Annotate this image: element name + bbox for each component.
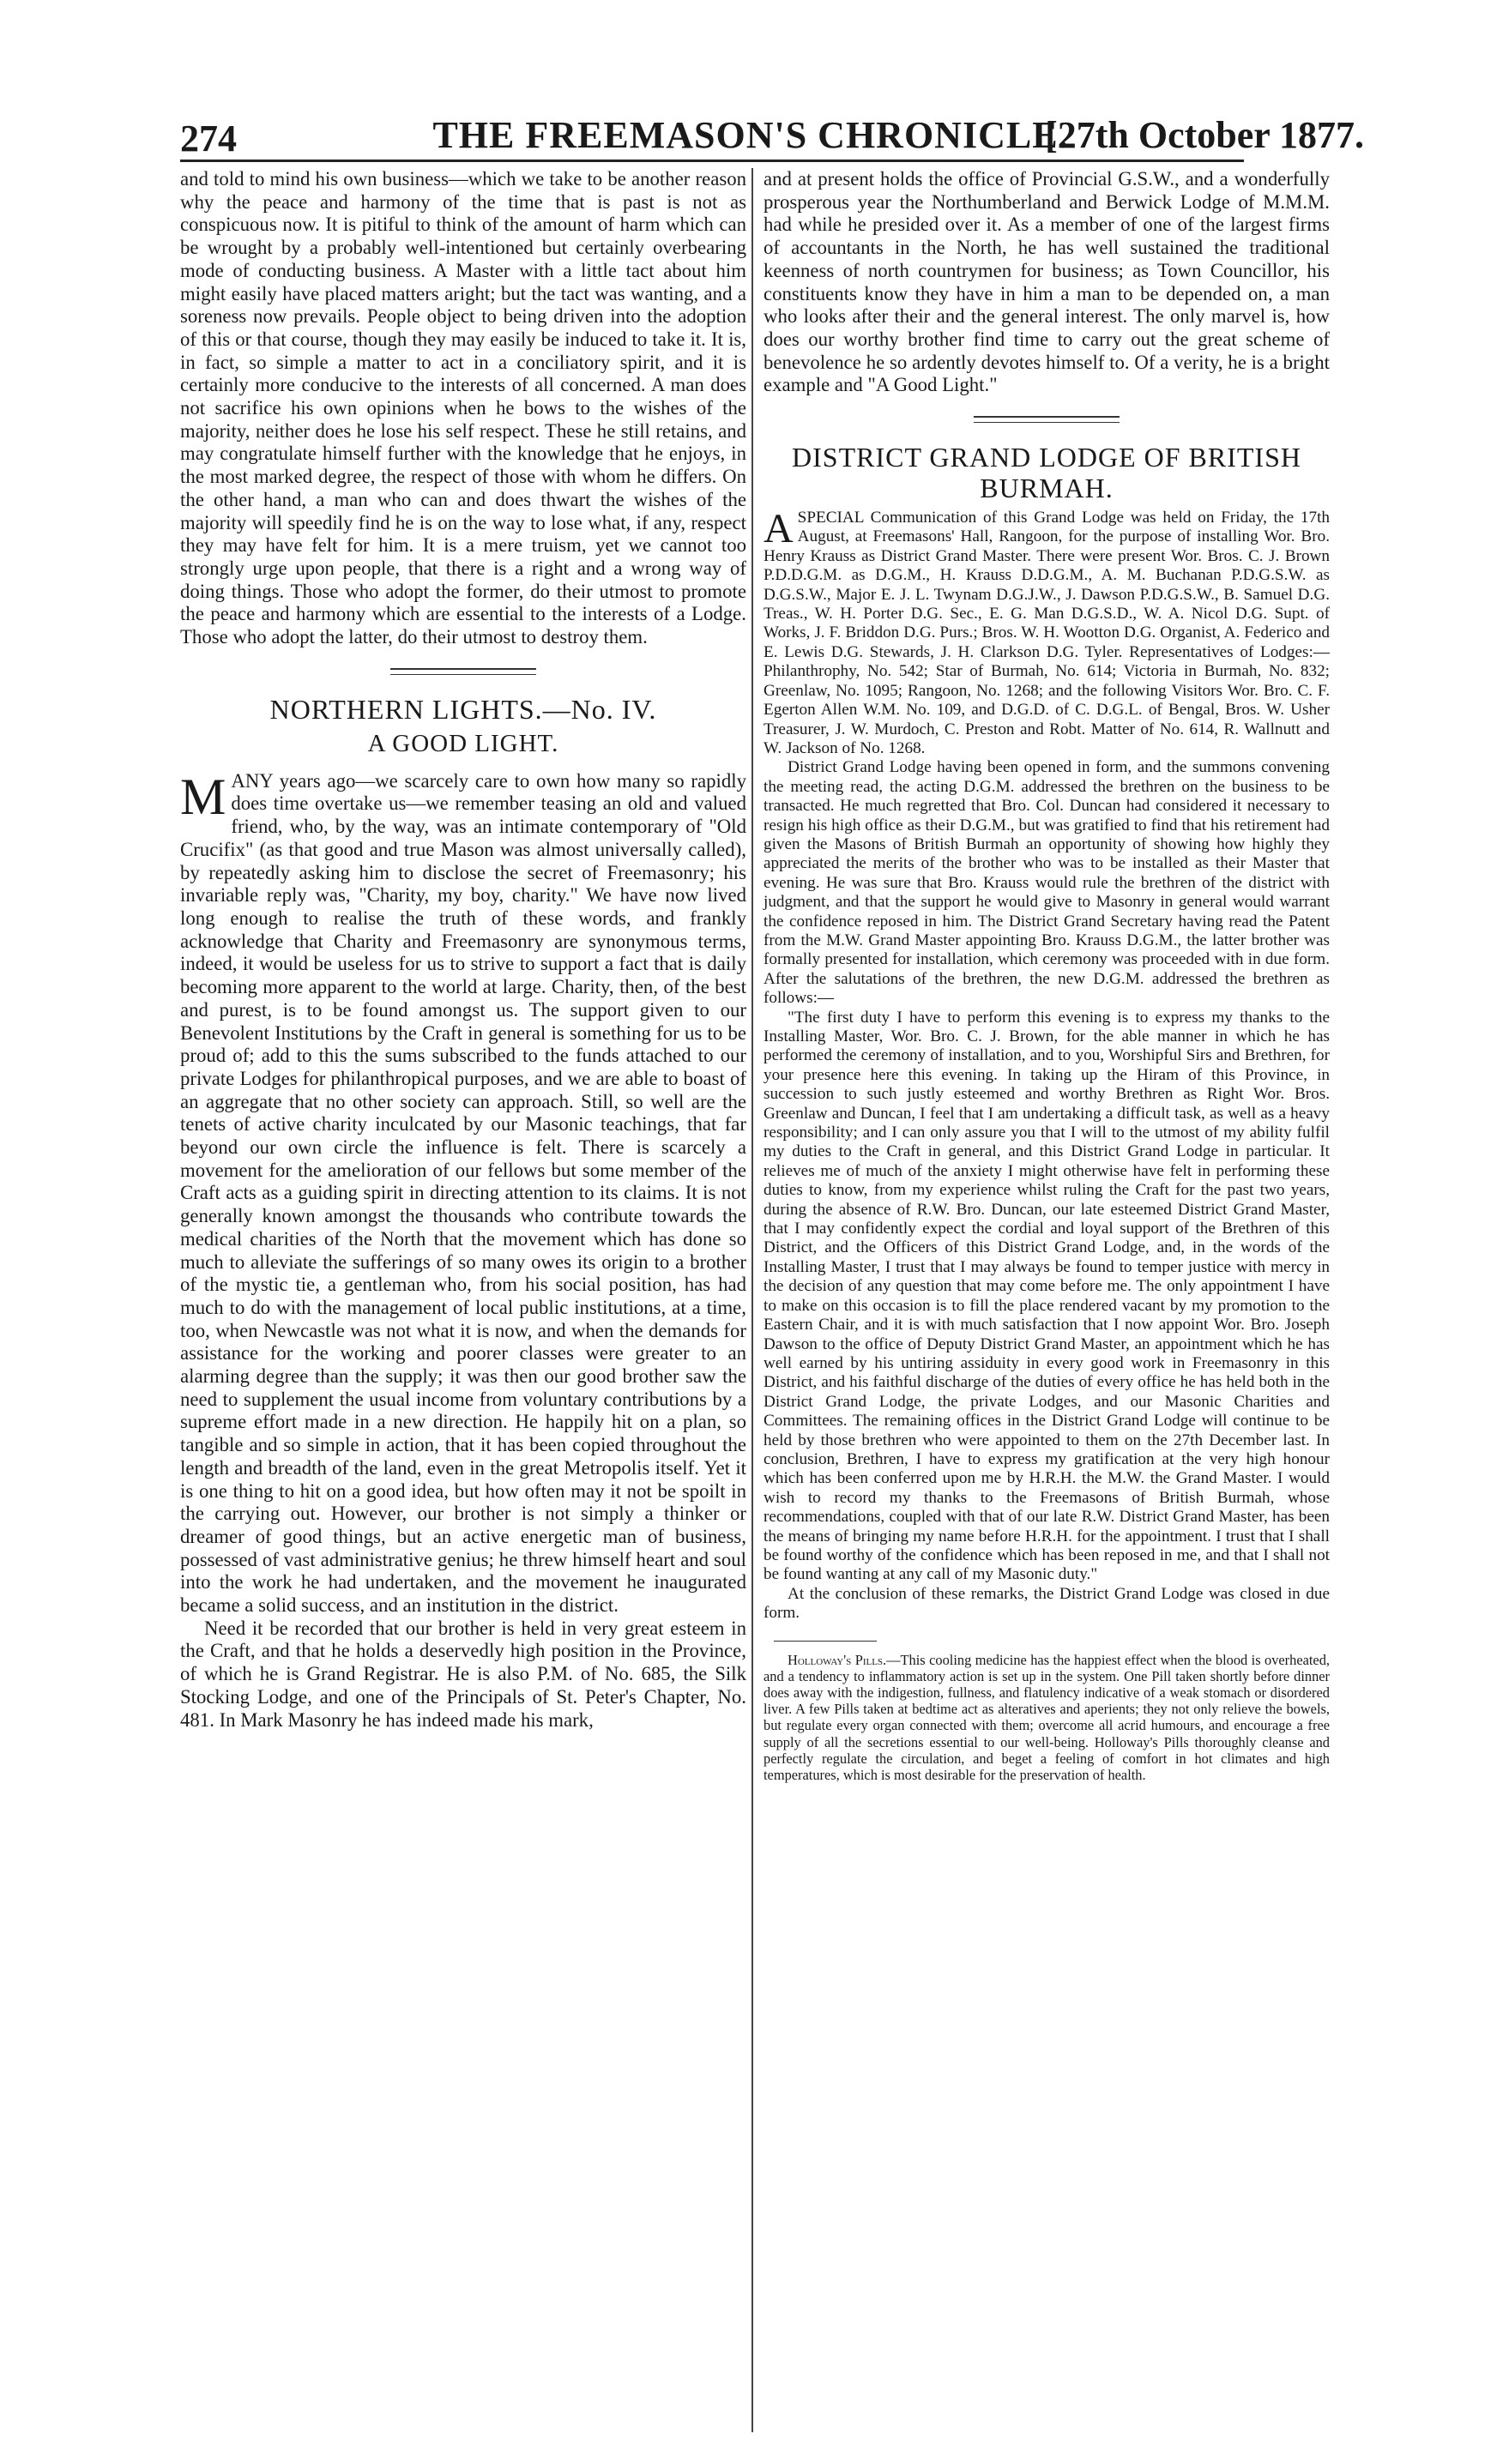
left-intro-paragraph: and told to mind his own business—which we take to be another reason why the peace and harmony of the time that is past is not as conspicuous now. It is pitiful to think of the amount of harm which can be wrought by a probably well-intentioned but certainly overbearing mode of conducting business. A Master with a little tact about him might easily have placed matters aright; but the tact was wanting, and a soreness now prevails. People object to being driven into the adoption of this or that course, though they may easily be induced to take it. It is, in fact, so simple a matter to act in a conciliatory spirit, and it is certainly more conducive to the interests of all concerned. A man does not sacrifice his own opinions when he bows to the wishes of the majority, neither does he lose his self respect. These he still retains, and may congratulate himself further with the knowledge that he enjoys, in the most marked degree, the respect of those with whom he differs. On the other hand, a man who can and does thwart the wishes of the majority will speedily find he is on the way to lose what, if any, respect they may have felt for him. It is a mere truism, yet we cannot too strongly urge upon people, that there is a right and a wrong way of doing things. Those who adopt the former, do their utmost to promote the peace and harmony which are essential to the interests of a Lodge. Those who adopt the latter, do their utmost to destroy them.: [180, 168, 746, 648]
section-rule: [974, 416, 1120, 418]
page-number: 274: [180, 117, 237, 160]
article-title-burmah: DISTRICT GRAND LODGE OF BRITISH BURMAH.: [792, 442, 1301, 504]
drop-cap: A: [764, 506, 794, 552]
advert-text: —This cooling medicine has the happiest effect when the blood is overheated, and a tendency to inflammatory action is set up in the system. One Pill taken shortly before dinner does away with the indigestion, fullness, and flatulency indicative of a weak stomach or disordered liver. A few Pills taken at bedtime act as alteratives and aperients; they not only relieve the bowels, but regulate every organ connected with them; overcome all acrid humours, and encourage a free supply of all the secretions essential to our well-being. Holloway's Pills thoroughly cleanse and perfectly regulate the circulation, and beget a feeling of comfort in hot climates and high temperatures, which is most desirable for the preservation of health.: [764, 1651, 1330, 1784]
burmah-paragraph-1: ASPECIAL Communication of this Grand Lodge was held on Friday, the 17th August, at Freemasons' Hall, Rangoon, for the purpose of installing Wor. Bro. Henry Krauss as District Grand Master. There were present Wor. Bros. C. J. Brown P.D.D.G.M. as D.G.M., H. Krauss D.D.G.M., A. M. Buchanan P.D.G.S.W. as D.G.S.W., Major E. J. L. Twynam D.G.J.W., J. Dawson P.D.G.S.W., B. Samuel D.G. Treas., W. H. Porter D.G. Sec., E. G. Man D.G.S.D., W. A. Nicol D.G. Supt. of Works, J. F. Briddon D.G. Purs.; Bros. W. H. Wootton D.G. Organist, A. Federico and E. Lewis D.G. Stewards, J. H. Clarkson D.G. Tyler. Representatives of Lodges:—Philanthrophy, No. 542; Star of Burmah, No. 614; Victoria in Burmah, No. 832; Greenlaw, No. 1095; Rangoon, No. 1268; and the following Visitors Wor. Bro. C. F. Egerton Allen W.M. No. 109, and D.G.D. of C. D.G.L. of Bengal, Bros. W. Usher Treasurer, J. W. Murdoch, C. Preston and Robt. Matter of No. 614, R. Wallnutt and W. Jackson of No. 1268.: [764, 506, 1330, 757]
northern-lights-paragraph-2: Need it be recorded that our brother is held in very great esteem in the Craft, and that he holds a deservedly high position in the Province, of which he is Grand Registrar. He is also P.M. of No. 685, the Silk Stocking Lodge, and one of the Principals of St. Peter's Chapter, No. 481. In Mark Masonry he has indeed made his mark,: [180, 1617, 746, 1731]
drop-cap: M: [180, 768, 226, 825]
holloway-advert: [764, 1652, 1330, 1784]
article-subtitle-good-light: A GOOD LIGHT.: [367, 729, 559, 757]
northern-lights-paragraph-1: MANY years ago—we scarcely care to own how many so rapidly does time overtake us—we remember teasing an old and valued friend, who, by the way, was an intimate contemporary of "Old Crucifix" (as that good and true Mason was almost universally called), by repeatedly asking him to disclose the secret of Freemasonry; his invariable reply was, "Charity, my boy, charity." We have now lived long enough to realise the truth of these words, and frankly acknowledge that Charity and Freemasonry are synonymous terms, indeed, it would be useless for us to strive to support a fact that is daily becoming more apparent to the world at large. Charity, then, of the best and purest, is to be found amongst us. The support given to our Benevolent Institutions by the Craft in general is something for us to be proud of; add to this the sums subscribed to the funds attached to our private Lodges for philanthropical purposes, and we are able to boast of an aggregate that no other society can approach. Still, so well are the tenets of active charity inculcated by our Masonic teachings, that far beyond our own circle the influence is felt. There is scarcely a movement for the amelioration of our fellows but some member of the Craft acts as a guiding spirit in directing attention to its claims. It is not generally known amongst the thousands who contribute towards the medical charities of the North that the movement which has done so much to alleviate the sufferings of so many owes its origin to a brother of the mystic tie, a gentleman who, from his social position, has had much to do with the management of local public institutions, at a time, too, when Newcastle was not what it is now, and when the demands for assistance for the working and poorer classes were greater to an alarming degree than the supply; it was then our good brother saw the need to supplement the usual income from voluntary contributions by a supreme effort made in a new direction. He happily hit on a plan, so tangible and so simple in action, that it has been copied throughout the length and breadth of the land, even in the great Metropolis itself. Yet it is one thing to hit on a good idea, but how often may it not be spoilt in the carrying out. However, our brother is not simply a thinker or dreamer of good things, but an active energetic man of business, possessed of vast administrative genius; he threw himself heart and soul into the work he had undertaken, and the movement he inaugurated became a solid success, and an institution in the district.: [180, 768, 746, 1617]
section-rule: [390, 668, 536, 670]
article-title-northern-lights: NORTHERN LIGHTS.—No. IV.: [269, 693, 657, 725]
advert-rule: [774, 1641, 877, 1642]
burmah-closing: At the conclusion of these remarks, the District Grand Lodge was closed in due form.: [764, 1584, 1330, 1623]
issue-date: [27th October 1877.: [1045, 114, 1364, 156]
column-divider: [751, 168, 753, 2432]
header-rule: [180, 160, 1244, 162]
burmah-speech: "The first duty I have to perform this evening is to express my thanks to the Installing Master, Wor. Bro. C. J. Brown, for the able manner in which he has performed the ceremony of installation, and to you, Worshipful Sirs and Brethren, for your presence here this evening. In taking up the Hiram of this Province, in succession to such justly esteemed and worthy Brethren as Right Wor. Bros. Greenlaw and Duncan, I feel that I am undertaking a difficult task, as well as a heavy responsibility; and I can only assure you that I will to the utmost of my ability fulfil my duties to the Craft in general, and this District Grand Lodge in particular. It relieves me of much of the anxiety I might otherwise have felt in performing these duties to know, from my experience whilst ruling the Craft for the past two years, during the absence of R.W. Bro. Duncan, our late esteemed District Grand Master, that I may confidently expect the cordial and loyal support of the Brethren of this District, and the Officers of this District Grand Lodge, and, in the words of the Installing Master, I trust that I may always be found to temper justice with mercy in the decision of any question that may come before me. The only appointment I have to make on this occasion is to fill the place rendered vacant by my promotion to the Eastern Chair, and it is with much satisfaction that I now appoint Wor. Bro. Joseph Dawson to the office of Deputy District Grand Master, an appointment which he has well earned by his untiring assiduity in every good work in Freemasonry in this District, and his faithful discharge of the duties of every office he has held both in the District Grand Lodge, the private Lodges, and our Masonic Charities and Committees. The remaining offices in the District Grand Lodge will continue to be held by those brethren who were appointed to them on the 27th December last. In conclusion, Brethren, I have to express my gratification at the very high honour which has been conferred upon me by H.R.H. the M.W. the Grand Master. I would wish to record my thanks to the Freemasons of British Burmah, whose recommendations, coupled with that of our late R.W. District Grand Master, has been the means of bringing my name before H.R.H. for the appointment. I trust that I shall be found worthy of the confidence which has been reposed in me, and that I shall not be found wanting at any call of my Masonic duty.": [764, 1008, 1330, 1584]
burmah-paragraph-2: District Grand Lodge having been opened in form, and the summons convening the meeting read, the acting D.G.M. addressed the brethren on the business to be transacted. He much regretted that Bro. Col. Duncan had considered it necessary to resign his high office as their D.G.M., but was gratified to find that his retirement had given the Masons of British Burmah an opportunity of showing how highly they appreciated the merits of the brother who was to be installed as their Master that evening. He was sure that Bro. Krauss would rule the brethren of the district with judgment, and that the support he would give to Masonry in general would warrant the confidence reposed in him. The District Grand Secretary having read the Patent from the M.W. Grand Master appointing Bro. Krauss D.G.M., the latter brother was formally presented for installation, which ceremony was proceeded with in due form. After the salutations of the brethren, the new D.G.M. addressed the brethren as follows:—: [764, 758, 1330, 1008]
left-column: [180, 168, 746, 1732]
masthead: [129, 101, 1373, 161]
advert-lead: Holloway's Pills.: [788, 1651, 887, 1668]
publication-title: THE FREEMASON'S CHRONICLE.: [432, 114, 1069, 156]
burmah-article-body: [764, 506, 1330, 1624]
right-continuation-paragraph: and at present holds the office of Provincial G.S.W., and a wonderfully prosperous year the Northumberland and Berwick Lodge of M.M.M. had while he presided over it. As a member of one of the largest firms of accountants in the North, he has well sustained the traditional keenness of north countrymen for business; as Town Councillor, his constituents know they have in him a man to be depended on, a man who looks after their and the general interest. The only marvel is, how does our worthy brother find time to carry out the great scheme of benevolence he so ardently devotes himself to. Of a verity, he is a bright example and "A Good Light.": [764, 168, 1330, 396]
section-rule-thin: [390, 674, 536, 675]
section-rule-thin: [974, 422, 1120, 423]
advert-paragraph: [764, 1652, 1330, 1784]
right-column: [764, 168, 1330, 1783]
